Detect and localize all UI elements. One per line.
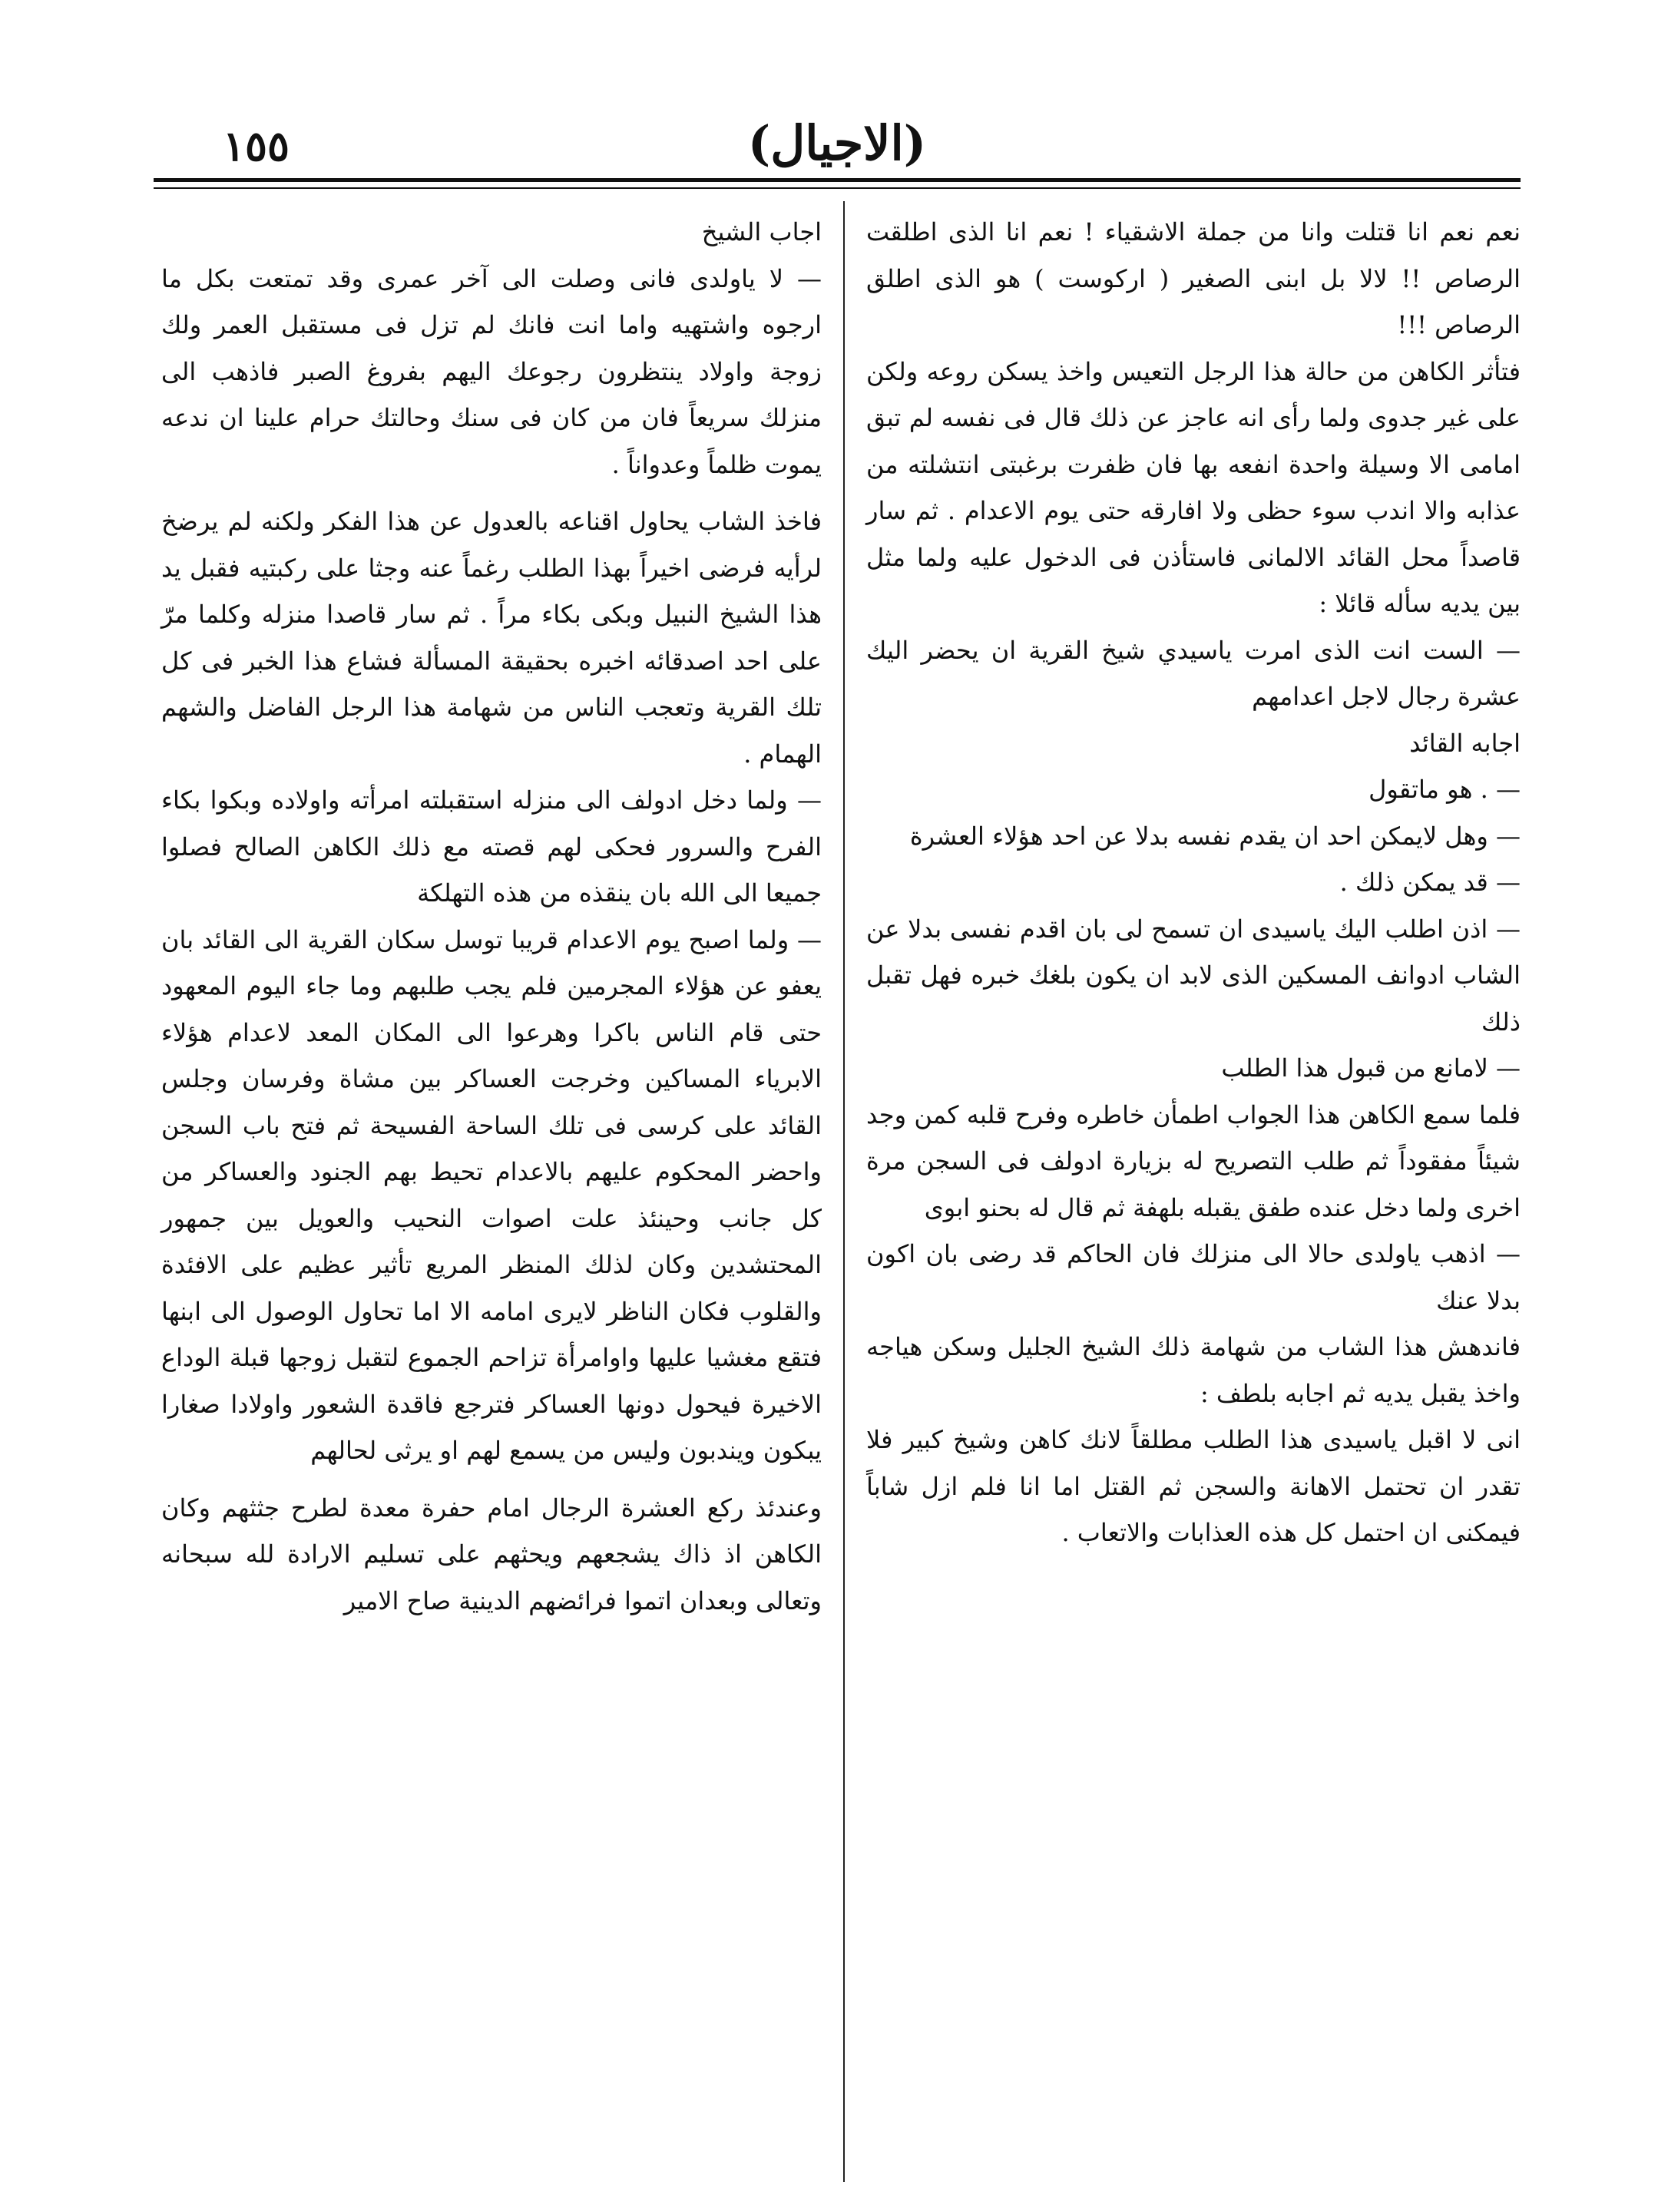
header-rule-thick [154,178,1521,182]
paragraph: — اذهب ياولدى حالا الى منزلك فان الحاكم قد رضى بان اكون بدلا عنك [866,1239,1521,1315]
paragraph: — اذن اطلب اليك ياسيدى ان تسمح لى بان اقدم نفسى بدلا عن الشاب ادوانف المسكين الذى لابد ان يكون بلغك خبره فهل تقبل ذلك [866,914,1521,1037]
text-column-right [866,209,1521,1556]
paragraph: — لامانع من قبول هذا الطلب [1221,1053,1521,1083]
header-rule-thin [154,187,1521,189]
text-column-left [161,209,822,1624]
paragraph: فلما سمع الكاهن هذا الجواب اطمأن خاطره وفرح قلبه كمن وجد شيئاً مفقوداً ثم طلب التصريح له بزيارة ادولف فى السجن مرة اخرى ولما دخل عنده طفق يقبله بلهفة ثم قال له بحنو ابوى [866,1099,1521,1222]
paragraph: — وهل لايمكن احد ان يقدم نفسه بدلا عن احد هؤلاء العشرة [909,821,1521,851]
paragraph: وعندئذ ركع العشرة الرجال امام حفرة معدة لطرح جثثهم وكان الكاهن اذ ذاك يشجعهم ويحثهم على تسليم الارادة لله سبحانه وتعالى وبعدان اتموا فرائضهم الدينية صاح الامير [161,1493,822,1615]
paragraph: — قد يمكن ذلك . [1339,868,1521,897]
paragraph: اجابه القائد [1409,728,1521,758]
column-divider [843,201,845,2182]
paragraph: — الست انت الذى امرت ياسيدي شيخ القرية ان يحضر اليك عشرة رجال لاجل اعدامهم [866,635,1521,711]
paragraph-gap [161,1474,822,1485]
running-title: (الاجيال) [747,115,927,171]
paragraph: — . هو ماتقول [1368,775,1521,804]
paragraph: — ولما اصبح يوم الاعدام قريبا توسل سكان القرية الى القائد بان يعفو عن هؤلاء المجرمين فلم يجب طلبهم وما جاء اليوم المعهود حتى قام الناس باكرا وهرعوا الى المكان المعد لاعدام هؤلاء الابرياء المساكين وخرجت العساكر بين مشاة وفرسان وجلس القائد على كرسى فى تلك الساحة الفسيحة ثم فتح باب السجن واحضر المحكوم عليهم بالاعدام تحيط بهم الجنود والعساكر من كل جانب وحينئذ علت اصوات النحيب والعويل بين جمهور المحتشدين وكان لذلك المنظر المريع تأثير عظيم على الافئدة والقلوب فكان الناظر لايرى امامه الا اما تحاول الوصول الى ابنها فتقع مغشيا عليها واوامرأة تزاحم الجموع لتقبل زوجها قبلة الوداع الاخيرة فيحول دونها العساكر فترجع فاقدة الشعور واولادا صغارا يبكون ويندبون وليس من يسمع لهم او يرثى لحالهم [161,924,822,1465]
paragraph: انى لا اقبل ياسيدى هذا الطلب مطلقاً لانك كاهن وشيخ كبير فلا تقدر ان تحتمل الاهانة والسجن ثم القتل اما انا فلم ازل شاباً فيمكنى ان احتمل كل هذه العذابات والاتعاب . [866,1425,1521,1547]
paragraph: اجاب الشيخ [701,217,822,246]
paragraph: — لا ياولدى فانى وصلت الى آخر عمرى وقد تمتعت بكل ما ارجوه واشتهيه واما انت فانك لم تزل فى مستقبل العمر ولك زوجة واولاد ينتظرون رجوعك اليهم بفروغ الصبر فاذهب الى منزلك سريعاً فان من كان فى سنك وحالتك حرام علينا ان ندعه يموت ظلماً وعدواناً . [161,263,822,479]
paragraph: نعم نعم انا قتلت وانا من جملة الاشقياء ! نعم انا الذى اطلقت الرصاص !! لالا بل ابنى الصغير ( اركوست ) هو الذى اطلق الرصاص !!! [866,217,1521,339]
paragraph: — ولما دخل ادولف الى منزله استقبلته امرأته واولاده وبكوا بكاء الفرح والسرور فحكى لهم قصته مع ذلك الكاهن الصالح فصلوا جميعا الى الله بان ينقذه من هذه التهلكة [161,785,822,908]
paragraph: فتأثر الكاهن من حالة هذا الرجل التعيس واخذ يسكن روعه ولكن على غير جدوى ولما رأى انه عاجز عن ذلك قال فى نفسه لم تبق امامى الا وسيلة واحدة انفعه بها فان ظفرت برغبتى انتشلته من عذابه والا اندب سوء حظى ولا افارقه حتى يوم الاعدام . ثم سار قاصداً محل القائد الالمانى فاستأذن فى الدخول عليه ولما مثل بين يديه سأله قائلا : [866,356,1521,618]
paragraph-gap [161,488,822,498]
page-number: ١٥٥ [223,121,290,170]
page-header [154,107,1521,184]
paragraph: فاخذ الشاب يحاول اقناعه بالعدول عن هذا الفكر ولكنه لم يرضخ لرأيه فرضى اخيراً بهذا الطلب رغماً عنه وجثا على ركبتيه فقبل يد هذا الشيخ النبيل وبكى بكاء مراً . ثم سار قاصدا منزله وكلما مرّ على احد اصدقائه اخبره بحقيقة المسألة فشاع هذا الخبر فى كل تلك القرية وتعجب الناس من شهامة هذا الرجل الفاضل والشهم الهمام . [161,507,822,769]
paragraph: فاندهش هذا الشاب من شهامة ذلك الشيخ الجليل وسكن هياجه واخذ يقبل يديه ثم اجابه بلطف : [866,1332,1521,1408]
